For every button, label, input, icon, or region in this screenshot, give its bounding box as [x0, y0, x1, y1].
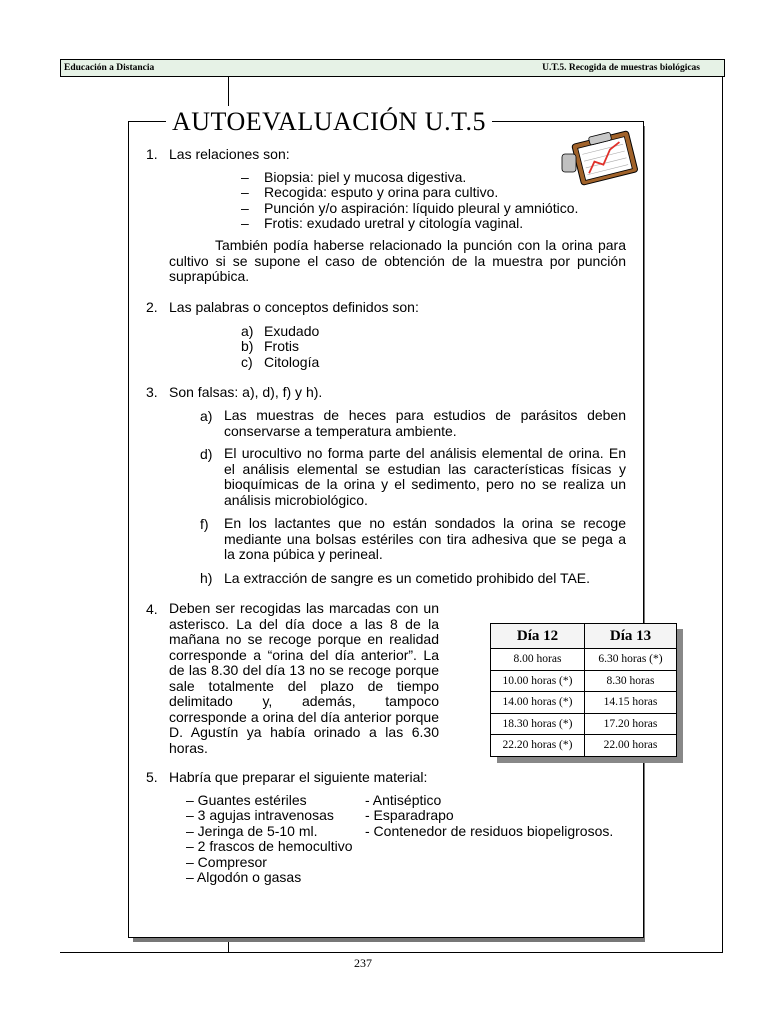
page-title: AUTOEVALUACIÓN U.T.5: [166, 106, 492, 138]
q3-letter: f): [200, 516, 209, 532]
q3-intro: Son falsas: a), d), f) y h).: [169, 384, 323, 400]
q1-item: Biopsia: piel y mucosa digestiva.: [264, 169, 467, 185]
q2-letter: b): [241, 338, 254, 354]
table-cell: 18.30 horas (*): [491, 713, 585, 735]
q1-item: Punción y/o aspiración: líquido pleural y amniótico.: [264, 200, 579, 216]
q3-item: La extracción de sangre es un cometido prohibido del TAE.: [224, 570, 591, 586]
q5-number: 5.: [146, 769, 158, 785]
q1-intro: Las relaciones son:: [169, 146, 290, 162]
q5-right-item: - Esparadrapo: [365, 807, 454, 823]
q5-intro: Habría que preparar el siguiente material:: [169, 769, 428, 785]
q2-item: Frotis: [264, 338, 299, 354]
q4-number: 4.: [146, 601, 158, 617]
table-cell: 17.20 horas: [585, 713, 677, 735]
clipboard-chart-icon: [560, 130, 642, 188]
q3-item: El urocultivo no forma parte del análisis elemental de orina. En el análisis elemental se estudian las características físicas y bioquímicas de la orina y el sedimento, pero no se realiza un análisis microbiológico.: [224, 445, 626, 508]
urine-schedule-table: [490, 623, 677, 757]
q5-left-item: – 3 agujas intravenosas: [186, 807, 334, 823]
table-row: [491, 692, 677, 714]
q1-note: También podía haberse relacionado la punción con la orina para cultivo si se supone el caso de obtención de la muestra por punción suprapúbica.: [169, 237, 626, 284]
table-cell: 14.15 horas: [585, 692, 677, 714]
q3-letter: d): [200, 446, 213, 462]
frame-right-border: [722, 76, 723, 952]
q5-left-item: – 2 frascos de hemocultivo: [186, 838, 353, 854]
table-cell: 14.00 horas (*): [491, 692, 585, 714]
q3-letter: h): [200, 570, 213, 586]
table-row: [491, 670, 677, 692]
table-row: [491, 735, 677, 757]
q3-number: 3.: [146, 384, 158, 400]
q5-left-item: – Compresor: [186, 854, 267, 870]
q5-left-item: – Jeringa de 5-10 ml.: [186, 823, 318, 839]
footer-rule: [60, 952, 723, 953]
q1-number: 1.: [146, 146, 158, 162]
table-row: [491, 713, 677, 735]
header-left: Educación a Distancia: [64, 63, 155, 73]
table-header-row: [491, 624, 677, 649]
q2-item: Citología: [264, 354, 320, 370]
table-cell: 6.30 horas (*): [585, 649, 677, 671]
header-right: U.T.5. Recogida de muestras biológicas: [542, 63, 700, 73]
q2-item: Exudado: [264, 323, 320, 339]
q4-text: Deben ser recogidas las marcadas con un asterisco. La del día doce a las 8 de la mañana no se recoge porque en realidad corresponde a “orina del día anterior”. La de las 8.30 del día 13 no se recoge porque sale totalmente del plazo de tiempo delimitado y, además, tampoco corresponde a orina del día anterior porque D. Agustín ya había orinado a las 6.30 horas.: [169, 600, 439, 756]
table-row: [491, 649, 677, 671]
q3-letter: a): [200, 408, 213, 424]
table-header: Día 13: [585, 624, 677, 649]
q3-item: Las muestras de heces para estudios de parásitos deben conservarse a temperatura ambiente.: [224, 407, 626, 439]
q5-left-item: – Guantes estériles: [186, 792, 307, 808]
q2-letter: c): [241, 354, 253, 370]
table-cell: 22.00 horas: [585, 735, 677, 757]
page-header: [60, 59, 725, 77]
q1-dash: –: [241, 200, 249, 216]
table-cell: 8.30 horas: [585, 670, 677, 692]
q2-number: 2.: [146, 299, 158, 315]
q1-item: Frotis: exudado uretral y citología vaginal.: [264, 215, 524, 231]
q5-right-item: - Contenedor de residuos biopeligrosos.: [365, 823, 614, 839]
q5-left-item: – Algodón o gasas: [186, 869, 302, 885]
q1-dash: –: [241, 169, 249, 185]
q3-item: En los lactantes que no están sondados la orina se recoge mediante una bolsas estériles con tira adhesiva que se pega a la zona púbica y perineal.: [224, 515, 626, 562]
table-cell: 8.00 horas: [491, 649, 585, 671]
page-number: 237: [354, 956, 372, 970]
q2-intro: Las palabras o conceptos definidos son:: [169, 299, 419, 315]
q1-dash: –: [241, 184, 249, 200]
q2-letter: a): [241, 323, 254, 339]
table-cell: 22.20 horas (*): [491, 735, 585, 757]
q5-right-item: - Antiséptico: [365, 792, 442, 808]
table-header: Día 12: [491, 624, 585, 649]
q1-item: Recogida: esputo y orina para cultivo.: [264, 184, 499, 200]
table-cell: 10.00 horas (*): [491, 670, 585, 692]
q1-dash: –: [241, 215, 249, 231]
